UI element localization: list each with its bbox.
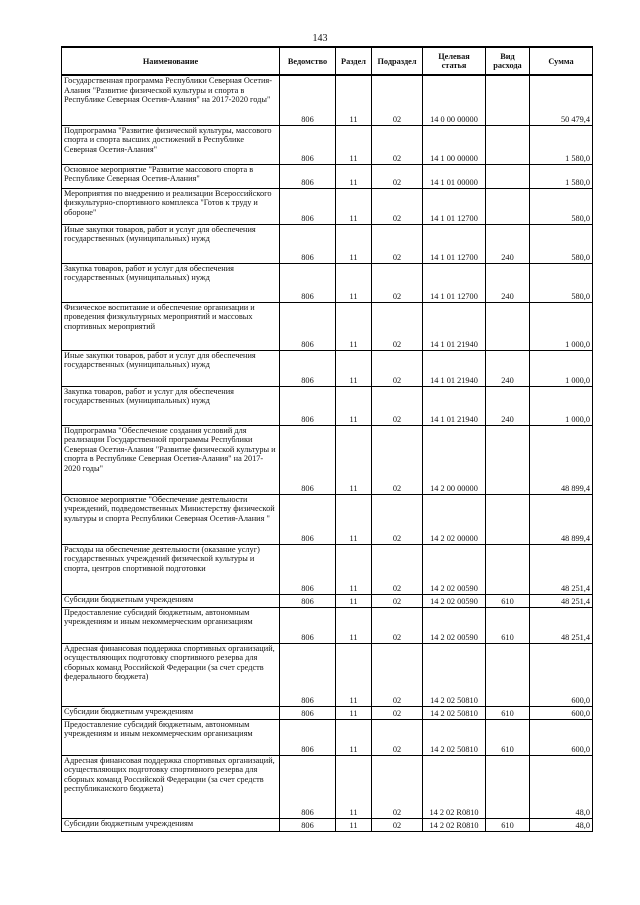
row-dept: 806 (280, 224, 336, 263)
row-section: 11 (336, 755, 372, 818)
row-subsection: 02 (372, 594, 423, 607)
row-type (486, 425, 530, 494)
row-name: Расходы на обеспечение деятельности (оказание услуг) государственных учреждений физической культуры и спорта, центров спортивной подготовки (62, 544, 280, 594)
row-dept: 806 (280, 544, 336, 594)
row-name: Субсидии бюджетным учреждениям (62, 818, 280, 831)
header-subsection: Подраздел (372, 47, 423, 75)
row-name: Подпрограмма "Развитие физической культуры, массового спорта и спорта высших достижений в Республике Северная Осетия-Алания" (62, 125, 280, 164)
page-number: 143 (312, 33, 328, 44)
row-type: 240 (486, 386, 530, 425)
row-target: 14 1 01 12700 (423, 263, 486, 302)
row-section: 11 (336, 188, 372, 224)
row-section: 11 (336, 719, 372, 755)
row-dept: 806 (280, 643, 336, 706)
row-type: 610 (486, 594, 530, 607)
row-target: 14 1 01 21940 (423, 302, 486, 350)
row-type: 240 (486, 224, 530, 263)
row-type (486, 188, 530, 224)
table-row (62, 643, 593, 706)
row-name: Субсидии бюджетным учреждениям (62, 594, 280, 607)
row-type: 240 (486, 350, 530, 386)
table-header-row (62, 47, 593, 75)
row-subsection: 02 (372, 494, 423, 544)
row-type (486, 643, 530, 706)
row-target: 14 2 02 00590 (423, 594, 486, 607)
table-row (62, 350, 593, 386)
table-row (62, 263, 593, 302)
table-row (62, 755, 593, 818)
row-sum: 48 899,4 (530, 494, 593, 544)
row-sum: 600,0 (530, 719, 593, 755)
row-subsection: 02 (372, 302, 423, 350)
row-dept: 806 (280, 494, 336, 544)
row-subsection: 02 (372, 386, 423, 425)
row-sum: 48 899,4 (530, 425, 593, 494)
row-target: 14 2 02 50810 (423, 643, 486, 706)
row-sum: 1 580,0 (530, 125, 593, 164)
table-row (62, 494, 593, 544)
row-dept: 806 (280, 164, 336, 188)
row-type: 610 (486, 719, 530, 755)
row-target: 14 2 02 50810 (423, 706, 486, 719)
row-dept: 806 (280, 350, 336, 386)
row-target: 14 1 01 12700 (423, 224, 486, 263)
row-dept: 806 (280, 188, 336, 224)
row-subsection: 02 (372, 75, 423, 125)
row-type: 610 (486, 706, 530, 719)
row-target: 14 2 02 00590 (423, 607, 486, 643)
row-dept: 806 (280, 125, 336, 164)
row-dept: 806 (280, 818, 336, 831)
row-sum: 48 251,4 (530, 594, 593, 607)
row-section: 11 (336, 302, 372, 350)
table-row (62, 125, 593, 164)
row-name: Предоставление субсидий бюджетным, автономным учреждениям и иным некоммерческим организациям (62, 607, 280, 643)
row-name: Иные закупки товаров, работ и услуг для обеспечения государственных (муниципальных) нужд (62, 224, 280, 263)
row-target: 14 1 01 21940 (423, 386, 486, 425)
row-name: Подпрограмма "Обеспечение создания условий для реализации Государственной программы Республики Северная Осетия-Алания "Развитие физической культуры и спорта в Республике Северная Осетия-Алания" на 2017-2020 годы" (62, 425, 280, 494)
row-target: 14 2 02 R0810 (423, 818, 486, 831)
row-dept: 806 (280, 425, 336, 494)
row-sum: 1 000,0 (530, 350, 593, 386)
row-section: 11 (336, 263, 372, 302)
row-subsection: 02 (372, 188, 423, 224)
row-dept: 806 (280, 755, 336, 818)
row-section: 11 (336, 607, 372, 643)
row-sum: 580,0 (530, 188, 593, 224)
row-sum: 1 580,0 (530, 164, 593, 188)
row-target: 14 1 01 00000 (423, 164, 486, 188)
row-subsection: 02 (372, 224, 423, 263)
row-target: 14 0 00 00000 (423, 75, 486, 125)
row-target: 14 2 02 R0810 (423, 755, 486, 818)
row-type (486, 755, 530, 818)
row-type (486, 75, 530, 125)
row-subsection: 02 (372, 607, 423, 643)
row-section: 11 (336, 425, 372, 494)
row-name: Предоставление субсидий бюджетным, автономным учреждениям и иным некоммерческим организациям (62, 719, 280, 755)
row-section: 11 (336, 350, 372, 386)
row-sum: 48,0 (530, 818, 593, 831)
table-row (62, 75, 593, 125)
table-row (62, 302, 593, 350)
row-target: 14 2 02 00590 (423, 544, 486, 594)
row-section: 11 (336, 818, 372, 831)
row-target: 14 1 00 00000 (423, 125, 486, 164)
row-sum: 600,0 (530, 706, 593, 719)
row-name: Государственная программа Республики Северная Осетия-Алания "Развитие физической культуры и спорта в Республике Северная Осетия-Алания" на 2017-2020 годы" (62, 75, 280, 125)
row-target: 14 1 01 21940 (423, 350, 486, 386)
row-dept: 806 (280, 719, 336, 755)
table-row (62, 544, 593, 594)
row-subsection: 02 (372, 755, 423, 818)
header-target: Целевая статья (423, 47, 486, 75)
row-type (486, 544, 530, 594)
row-dept: 806 (280, 302, 336, 350)
row-sum: 1 000,0 (530, 386, 593, 425)
table-row (62, 594, 593, 607)
row-section: 11 (336, 224, 372, 263)
row-dept: 806 (280, 263, 336, 302)
header-section: Раздел (336, 47, 372, 75)
row-name: Основное мероприятие "Развитие массового спорта в Республике Северная Осетия-Алания" (62, 164, 280, 188)
row-sum: 600,0 (530, 643, 593, 706)
row-sum: 50 479,4 (530, 75, 593, 125)
row-dept: 806 (280, 75, 336, 125)
row-target: 14 2 00 00000 (423, 425, 486, 494)
table-row (62, 386, 593, 425)
row-name: Адресная финансовая поддержка спортивных организаций, осуществляющих подготовку спортивного резерва для сборных команд Российской Федерации (за счет средств федерального бюджета) (62, 643, 280, 706)
header-type: Вид расхода (486, 47, 530, 75)
row-section: 11 (336, 75, 372, 125)
table-row (62, 188, 593, 224)
header-dept: Ведомство (280, 47, 336, 75)
row-type: 610 (486, 607, 530, 643)
row-target: 14 2 02 00000 (423, 494, 486, 544)
row-section: 11 (336, 706, 372, 719)
row-name: Основное мероприятие "Обеспечение деятельности учреждений, подведомственных Министерству физической культуры и спорта Республики Северная Осетия-Алания " (62, 494, 280, 544)
budget-table (61, 46, 593, 832)
row-subsection: 02 (372, 425, 423, 494)
row-subsection: 02 (372, 706, 423, 719)
row-subsection: 02 (372, 818, 423, 831)
row-section: 11 (336, 386, 372, 425)
row-subsection: 02 (372, 164, 423, 188)
table-row (62, 425, 593, 494)
table-body (62, 75, 593, 831)
table-row (62, 164, 593, 188)
row-dept: 806 (280, 607, 336, 643)
row-sum: 48 251,4 (530, 544, 593, 594)
row-subsection: 02 (372, 643, 423, 706)
table-row (62, 818, 593, 831)
row-name: Закупка товаров, работ и услуг для обеспечения государственных (муниципальных) нужд (62, 386, 280, 425)
row-sum: 1 000,0 (530, 302, 593, 350)
row-target: 14 2 02 50810 (423, 719, 486, 755)
row-section: 11 (336, 594, 372, 607)
table-row (62, 224, 593, 263)
header-sum: Сумма (530, 47, 593, 75)
row-type: 240 (486, 263, 530, 302)
row-name: Мероприятия по внедрению и реализации Всероссийского физкультурно-спортивного комплекса "Готов к труду и обороне" (62, 188, 280, 224)
header-name: Наименование (62, 47, 280, 75)
row-type (486, 494, 530, 544)
row-dept: 806 (280, 706, 336, 719)
row-type (486, 164, 530, 188)
row-section: 11 (336, 544, 372, 594)
table-row (62, 706, 593, 719)
row-sum: 48,0 (530, 755, 593, 818)
row-name: Физическое воспитание и обеспечение организации и проведения физкультурных мероприятий и массовых спортивных мероприятий (62, 302, 280, 350)
row-section: 11 (336, 643, 372, 706)
row-type: 610 (486, 818, 530, 831)
row-sum: 580,0 (530, 263, 593, 302)
row-name: Иные закупки товаров, работ и услуг для обеспечения государственных (муниципальных) нужд (62, 350, 280, 386)
row-subsection: 02 (372, 125, 423, 164)
row-subsection: 02 (372, 544, 423, 594)
row-name: Субсидии бюджетным учреждениям (62, 706, 280, 719)
row-type (486, 125, 530, 164)
row-name: Адресная финансовая поддержка спортивных организаций, осуществляющих подготовку спортивного резерва для сборных команд Российской Федерации (за счет средств республиканского бюджета) (62, 755, 280, 818)
row-dept: 806 (280, 386, 336, 425)
row-section: 11 (336, 494, 372, 544)
row-subsection: 02 (372, 350, 423, 386)
row-sum: 48 251,4 (530, 607, 593, 643)
row-dept: 806 (280, 594, 336, 607)
row-section: 11 (336, 164, 372, 188)
row-subsection: 02 (372, 719, 423, 755)
row-type (486, 302, 530, 350)
row-section: 11 (336, 125, 372, 164)
table-row (62, 719, 593, 755)
table-row (62, 607, 593, 643)
row-subsection: 02 (372, 263, 423, 302)
row-sum: 580,0 (530, 224, 593, 263)
row-name: Закупка товаров, работ и услуг для обеспечения государственных (муниципальных) нужд (62, 263, 280, 302)
row-target: 14 1 01 12700 (423, 188, 486, 224)
